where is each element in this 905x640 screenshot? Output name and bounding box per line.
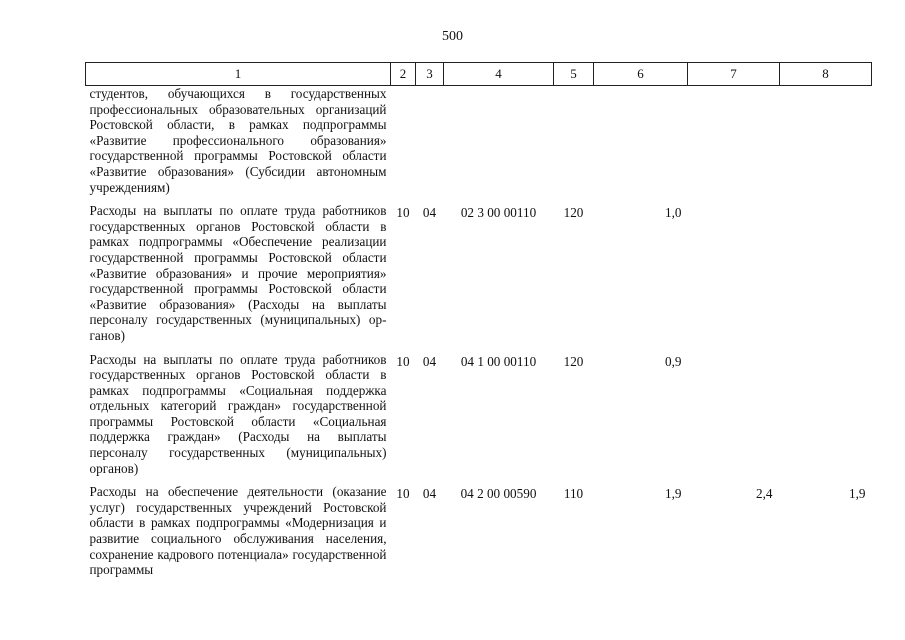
row-target-code: 04 2 00 00590 xyxy=(460,486,537,502)
row-section: 10 xyxy=(396,486,410,502)
column-number-header-row xyxy=(86,63,872,86)
page-number: 500 xyxy=(442,29,463,44)
row-subsection: 04 xyxy=(422,205,437,221)
row-value-col8 xyxy=(780,203,872,343)
row-value-col7 xyxy=(688,352,780,477)
row-value-col6 xyxy=(594,86,688,196)
column-header-2: 2 xyxy=(391,63,416,86)
row-value-col6: 1,9 xyxy=(665,486,682,502)
row-expense-type xyxy=(554,86,594,196)
budget-table xyxy=(85,62,872,578)
row-spacer xyxy=(86,195,872,203)
row-target-code: 02 3 00 00110 xyxy=(460,205,537,221)
row-expense-type: 120 xyxy=(563,353,584,369)
column-header-8: 8 xyxy=(780,63,872,86)
row-value-col6: 0,9 xyxy=(665,353,682,369)
row-value-col6: 1,0 xyxy=(665,205,682,221)
column-header-3: 3 xyxy=(416,63,444,86)
row-value-col7: 2,4 xyxy=(756,486,773,502)
column-header-7: 7 xyxy=(688,63,780,86)
row-value-col7 xyxy=(688,86,780,196)
row-value-col8 xyxy=(780,86,872,196)
row-subsection: 04 xyxy=(422,353,437,369)
row-description: студентов, обучающихся в государственных профессиональных образовательных организаций Ростовской области, в рамках подпрограммы «Развитие профессионального образования» государственной программы Ростовской области «Развитие образования» (Субсидии автономным учреждениям) xyxy=(89,86,387,195)
row-description: Расходы на выплаты по оплате труда работников государственных органов Ростовской области в рамках подпрограммы «Социальная поддержка отдельных категорий граждан» государственной программы Ростовской области «Социальная поддержка граждан» (Расходы на выплаты персоналу государственных (муниципальных) органов) xyxy=(89,351,387,476)
row-description: Расходы на выплаты по оплате труда работников государственных органов Ростовской области в рамках подпрограммы «Обеспечение реализации государственной программы Ростовской области «Развитие образования» и прочие мероприятия» государственной программы Ростовской области «Развитие образования» (Расходы на выплаты персоналу государственных (муниципальных) органов) xyxy=(89,203,387,343)
table-row xyxy=(86,86,872,196)
row-expense-type: 120 xyxy=(563,205,584,221)
column-header-5: 5 xyxy=(554,63,594,86)
row-subsection xyxy=(416,86,444,196)
row-target-code: 04 1 00 00110 xyxy=(460,353,537,369)
table-row xyxy=(86,352,872,477)
table-row xyxy=(86,484,872,578)
row-value-col8: 1,9 xyxy=(849,486,866,502)
row-value-col7 xyxy=(688,203,780,343)
row-spacer xyxy=(86,344,872,352)
row-section: 10 xyxy=(396,353,410,369)
row-section: 10 xyxy=(396,205,410,221)
column-header-4: 4 xyxy=(444,63,554,86)
row-section xyxy=(391,86,416,196)
row-subsection: 04 xyxy=(422,486,437,502)
column-header-1: 1 xyxy=(86,63,391,86)
row-expense-type: 110 xyxy=(563,486,584,502)
column-header-6: 6 xyxy=(594,63,688,86)
row-description: Расходы на обеспечение деятельности (оказание услуг) государственных учреждений Ростовской области в рамках подпрограммы «Модернизация и развитие социального обслуживания населения, сохранение кадрового потенциала» государственной программы xyxy=(89,484,387,578)
row-spacer xyxy=(86,476,872,484)
table-row xyxy=(86,203,872,343)
row-value-col8 xyxy=(780,352,872,477)
row-target-code xyxy=(444,86,554,196)
